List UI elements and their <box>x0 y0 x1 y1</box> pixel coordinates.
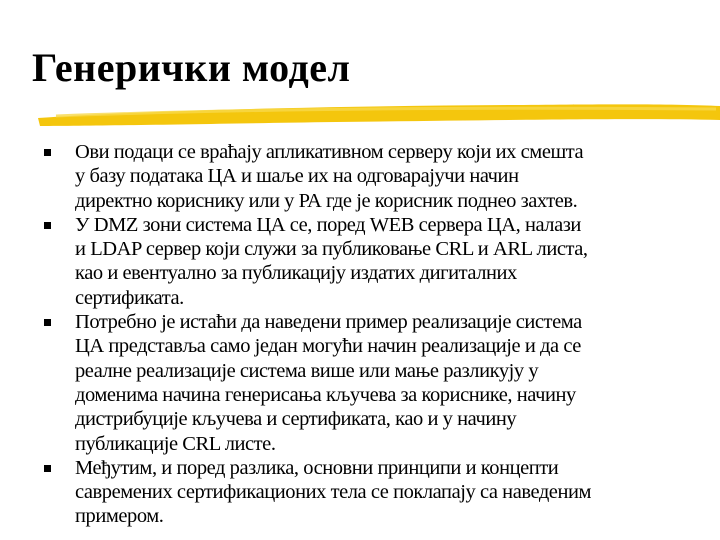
slide-title: Генерички модел <box>32 45 351 90</box>
text-line: ЦА представља само један могући начин реализације и да се <box>75 335 581 358</box>
text-line: Потребно је истаћи да наведени пример реализације система <box>75 311 582 334</box>
text-line: као и евентуално за публикацију издатих дигиталних <box>75 262 517 285</box>
bullet-list <box>42 140 720 529</box>
bullet-item <box>42 213 720 310</box>
highlighter-underline <box>36 96 720 130</box>
text-line: и LDAP сервер који служи за публиковање CRL и ARL листа, <box>75 238 588 261</box>
text-line: Ови подаци се враћају апликативном серверу који их смешта <box>75 141 584 163</box>
bullet-item <box>42 456 720 529</box>
text-line: У DMZ зони система ЦА се, поред WEB сервера ЦА, налази <box>75 213 581 236</box>
text-line: примером. <box>75 505 164 528</box>
text-line: у базу података ЦА и шаље их на одговарајучи начин <box>75 165 519 188</box>
square-bullet-icon <box>44 465 51 472</box>
text-line: реалне реализације система више или мање разликују у <box>75 359 539 382</box>
bullet-item <box>42 140 720 213</box>
square-bullet-icon <box>44 222 51 229</box>
square-bullet-icon <box>44 149 51 156</box>
square-bullet-icon <box>44 319 51 326</box>
text-line: дистрибуције кључева и сертификата, као и у начину <box>75 408 517 431</box>
text-line: публикације CRL листе. <box>75 432 276 455</box>
text-line: доменима начина генерисања кључева за кориснике, начину <box>75 383 576 406</box>
text-line: сертификата. <box>75 286 184 309</box>
text-line: Међутим, и поред разлика, основни принципи и концепти <box>75 456 559 479</box>
bullet-item <box>42 310 720 456</box>
text-line: директно кориснику или у РА где је корисник поднео захтев. <box>75 189 578 212</box>
text-line: савремених сертификационих тела се поклапају са наведеним <box>75 481 592 504</box>
